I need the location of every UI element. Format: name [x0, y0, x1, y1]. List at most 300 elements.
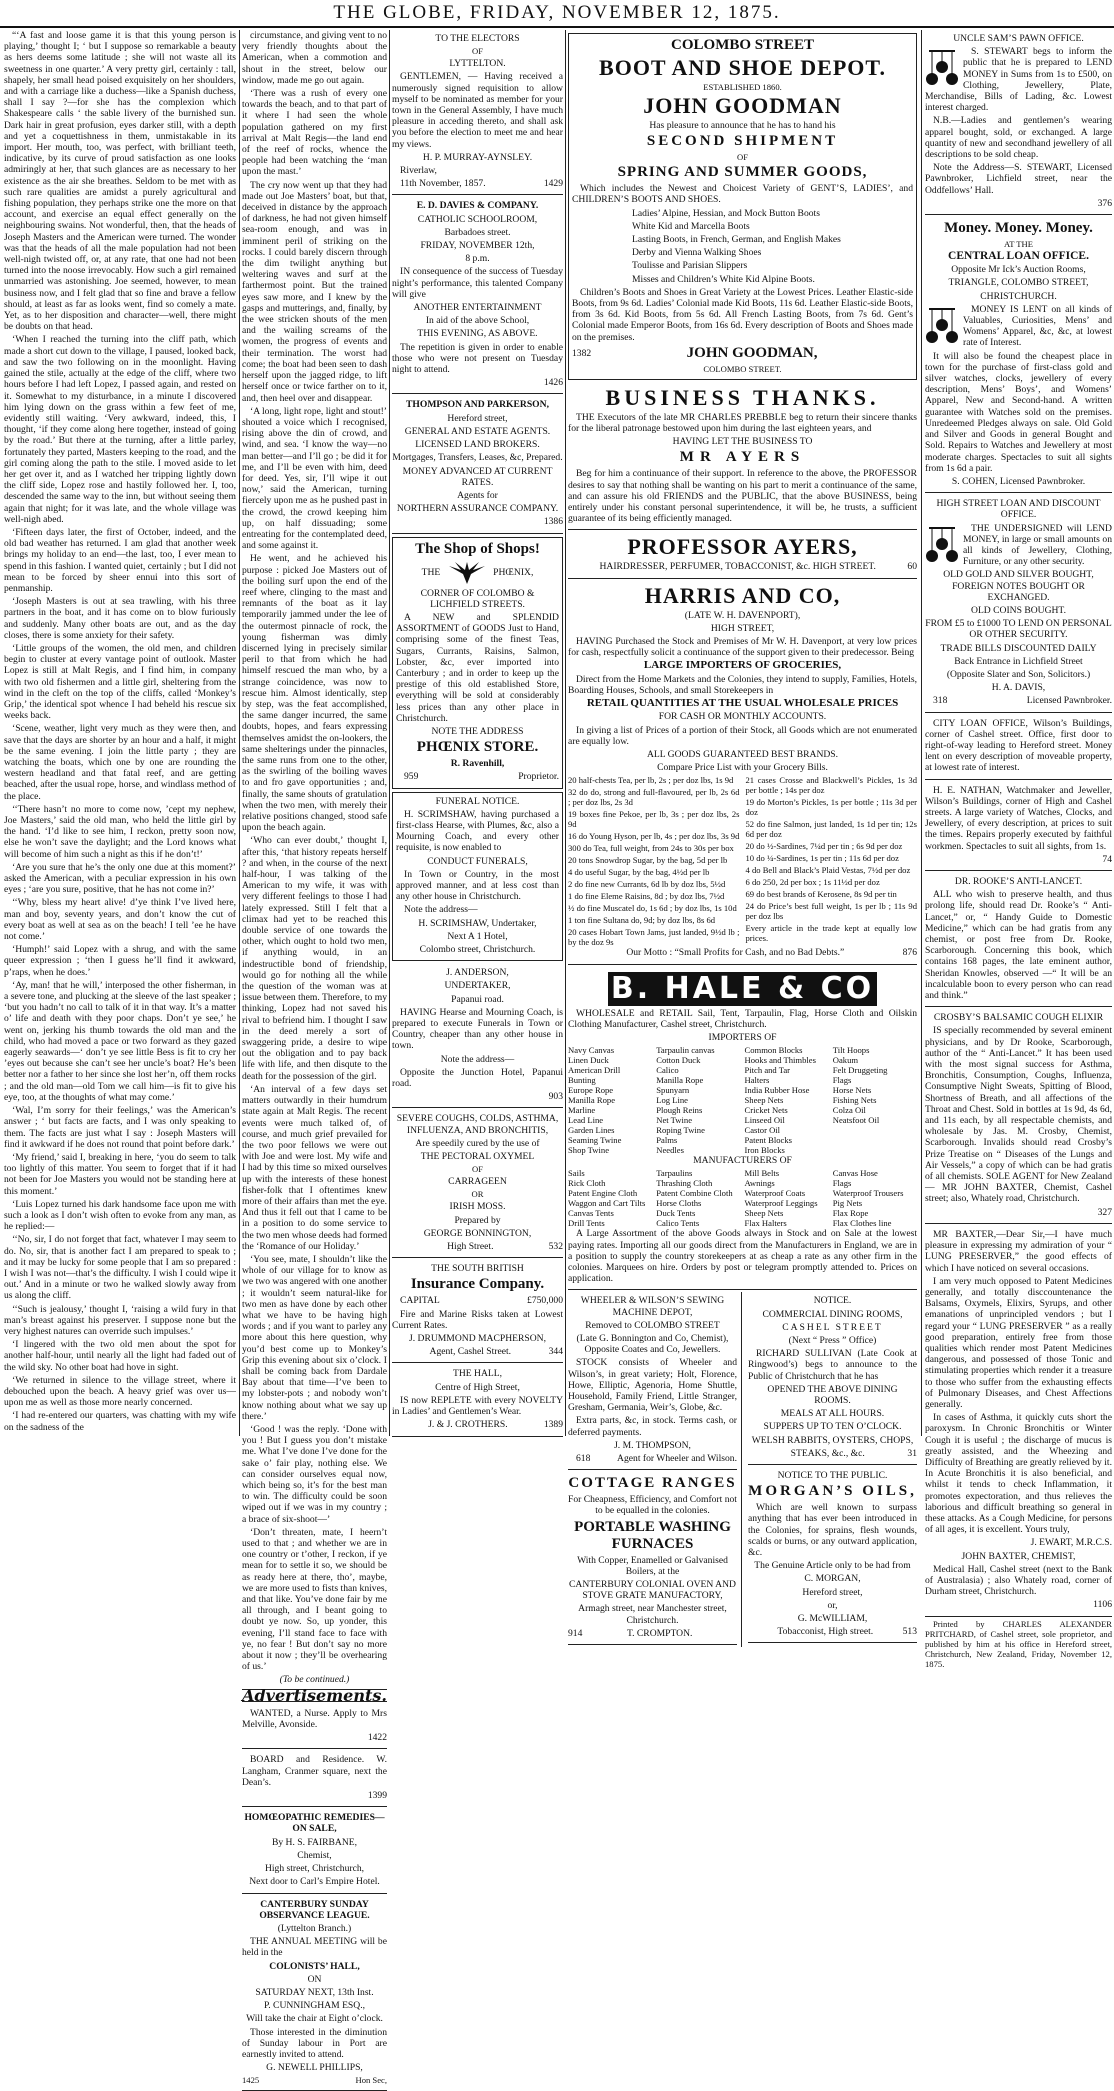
ad-line: MEALS AT ALL HOURS.	[748, 1408, 917, 1419]
uncle-sams-ad	[925, 30, 1112, 215]
ad-title: COTTAGE RANGES	[568, 1475, 737, 1492]
ad-body: BOARD and Residence. W. Langham, Cranmer square, next the Dean’s.	[242, 1754, 387, 1788]
ad-line: COMMERCIAL DINING ROOMS,	[748, 1309, 917, 1320]
dining-rooms-ad	[748, 1292, 917, 1465]
ad-line: High Street.	[447, 1241, 493, 1252]
ad-body: A Large Assortment of the above Goods always in Stock and on Sale at the lowest paying rates. Importing all our goods direct from the Manufacturers in England, we are in a position to supply the country storekeepers at as cheap a rate as any other firm in the colonies. Marquees on hire. Orders by post or telegram promptly attended to. Prices on application.	[568, 1228, 917, 1284]
ad-title: NOTICE TO THE PUBLIC.	[748, 1470, 917, 1481]
story-paragraph: ‘‘Why, bless my heart alive! d’ye think I’ve lived here, man and boy, seventy years, and don’t know the cut of every boat as well at sea as on the beach! I tell ’ee he have not come.’	[4, 897, 236, 942]
list-item: Sails	[568, 1168, 652, 1178]
manufacturers-list	[568, 1168, 917, 1228]
ad-line: CARRAGEEN	[392, 1176, 563, 1187]
ad-line: FOR CASH OR MONTHLY ACCOUNTS.	[568, 711, 917, 722]
list-item: Navy Canvas	[568, 1045, 652, 1055]
central-loan-ad	[925, 217, 1112, 493]
ad-line	[392, 178, 563, 189]
story-continued-column	[242, 30, 387, 1436]
ads-column-4	[568, 30, 917, 1436]
ad-line: With Copper, Enamelled or Galvanised Boilers, at the	[568, 1555, 737, 1577]
ad-title: HIGH STREET LOAN AND DISCOUNT OFFICE.	[925, 498, 1112, 520]
ad-title: WHEELER & WILSON’S SEWING MACHINE DEPOT,	[568, 1295, 737, 1317]
story-paragraph: ‘An interval of a few days set matters outwardly in their humdrum state again at Malt Regis. The recent events were much talked of, of course, and much grief prevailed for the two poor fellows we were out with Joe and were lost. My wife and I had by this time so mixed ourselves up with the interests of these honest fisher-folk that I oftentimes knew more of their affairs than met the eye. And thus it fell out that I came to be in a position to do some service to the two men whose deeds had formed the ‘Romance of our Holiday.’	[242, 1084, 387, 1252]
ad-line: Has pleasure to announce that he has to hand his	[572, 120, 913, 131]
list-item: 300 do Tea, full weight, from 24s to 30s per box	[568, 843, 740, 853]
ad-line: MANUFACTURERS OF	[568, 1155, 917, 1166]
list-item: India Rubber Hose	[745, 1085, 829, 1095]
ad-line: Our Motto : “Small Profits for Cash, and no Bad Debts.”	[626, 947, 844, 958]
list-item: 19 do Morton’s Pickles, 1s per bottle ; 11s 3d per doz	[746, 797, 918, 817]
insurance-ad	[392, 1260, 563, 1363]
business-thanks-ad	[568, 383, 917, 531]
ad-line: Tobacconist, High street.	[777, 1626, 873, 1637]
ad-line: GEORGE BONNINGTON,	[392, 1228, 563, 1239]
story-paragraph: ‘I lingered with the two old men about the spot for another half-hour, until nearly all the light had faded out of the wild sky. No other boat had hove in sight.	[4, 1339, 236, 1373]
ad-line: ESTABLISHED 1860.	[572, 82, 913, 92]
story-paragraph: ‘Don’t threaten, mate, I heern’t used to that ; and whether we are in one country or t’other, I reckon, if ye mean for to settle it so, we should be as ready here at there, tho’, maybe, we are more used to fists than knives, and that like. You’ve done fair by me all through, and I beant going to doubt ye now. So, up yonder, this evening, I’ll stand face to face with ye, no fear ! But don’t say no more about it now ; they’ll be overhearing of us.’	[242, 1527, 387, 1673]
ad-line: TO THE ELECTORS	[392, 33, 563, 44]
list-item: 19 boxes fine Pekoe, per lb, 3s ; per doz lbs, 2s 9d	[568, 809, 740, 829]
ad-line: CASHEL STREET	[748, 1322, 917, 1333]
ad-line: COLOMBO STREET.	[572, 364, 913, 374]
list-item: Canvas Tents	[568, 1208, 652, 1218]
ad-line: CATHOLIC SCHOOLROOM,	[392, 214, 563, 225]
list-item: Needles	[656, 1145, 740, 1155]
story-paragraph: ‘You see, mate, I shouldn’t like the whole of our village for to know as we two was angered with one another ; it wouldn’t seem natural-like for two men as have done by each other what we have to be having high words ; and if you want to parley any more about this here question, why you’d best come up to Monkey’s Grip this evening about six o’clock. I shall be coming back from Dardale Bay about that time—I’ve been to my lobster-pots ; and nobody won’t know nothing about what we say up there.’	[242, 1254, 387, 1422]
ad-body: A NEW and SPLENDID ASSORTMENT of GOODS Just to Hand, comprising some of the finest Teas, Sugars, Currants, Raisins, Salmon, Lobster, &c, ever imported into Canterbury ; and in order to keep up the prestige of this old established Store, everything will be sold at considerably less prices than any other place in Christchurch.	[396, 612, 559, 724]
masthead: THE GLOBE, FRIDAY, NOVEMBER 12, 1875.	[0, 0, 1114, 28]
ad-number: 1386	[392, 516, 563, 527]
pectoral-oxymel-ad	[392, 1110, 563, 1258]
column-rule	[389, 30, 390, 1436]
ad-line: H. A. DAVIS,	[925, 682, 1112, 693]
story-paragraph: ‘‘Such is jealousy,’ thought I, ‘raising a wild fury in that man’s breast against his preserver. I suppose none but the very highest natures can override such impulses.’	[4, 1304, 236, 1338]
ad-body: S. STEWART begs to inform the public that he is prepared to LEND MONEY in Sums from 1s to £500, on Clothing, Jewellery, Plate, Merchandise, Bills of Lading, &c. Lowest interest charged.	[925, 46, 1112, 113]
ad-body: MR BAXTER,—Dear Sir,—I have much pleasure in expressing my admiration of your “ LUNG PRESERVER,” the good effects of which I have noticed on several occasions.	[925, 1229, 1112, 1274]
ad-line: High street, Christchurch,	[242, 1863, 387, 1874]
ad-line: GENERAL AND ESTATE AGENTS.	[392, 426, 563, 437]
list-item: Castor Oil	[745, 1125, 829, 1135]
ad-line: ON	[242, 1974, 387, 1985]
ad-number: 1389	[544, 1419, 563, 1430]
bottom-right-ads	[748, 1292, 917, 1647]
anderson-ad	[392, 964, 563, 1108]
ad-line: THE PECTORAL OXYMEL	[392, 1151, 563, 1162]
list-item: Plough Reins	[656, 1105, 740, 1115]
ad-line: ALL GOODS GUARANTEED BEST BRANDS.	[568, 749, 917, 760]
ad-title: CANTERBURY SUNDAY OBSERVANCE LEAGUE.	[242, 1899, 387, 1921]
ad-line: NORTHERN ASSURANCE COMPANY.	[392, 503, 563, 514]
thompson-ad	[392, 396, 563, 533]
phoenix-shop-ad	[392, 537, 563, 789]
ad-line: OF	[572, 152, 913, 162]
list-item: 20 half-chests Tea, per lb, 2s ; per doz lbs, 1s 9d	[568, 775, 740, 785]
morgans-oils-ad	[748, 1467, 917, 1643]
list-item: Awnings	[745, 1178, 829, 1188]
ad-line: Compare Price List with your Grocery Bills.	[568, 762, 917, 773]
list-item: 69 do best brands of Kerosene, 8s 9d per tin	[746, 889, 918, 899]
ad-line: OPENED THE ABOVE DINING ROOMS.	[748, 1384, 917, 1406]
ad-line: COLONISTS’ HALL,	[242, 1961, 387, 1972]
list-item: Duck Tents	[656, 1208, 740, 1218]
ad-number: 318	[933, 695, 947, 706]
ad-number: 876	[903, 947, 917, 958]
list-item: Tarpaulins	[656, 1168, 740, 1178]
story-paragraph: ‘Who can ever doubt,’ thought I, after this, ‘that history repeats herself ? and when, in the course of the next half-hour, I was talking of the American to my wife, it was with very different feelings to those I had lately expressed. Still I felt that a climax had yet to be reached this double service of one towards the other, which ought to hold two men, if anything would, in an indestructible bond of friendship, would go for nothing all the while the question of the woman was at issue between them. Therefore, to my thinking, Lopez had not saved his rival to befriend him. I thought I saw in the deed merely a sort of swaggering pride, a desire to wipe out the obligation and to pay back life with life, and then disqute to the death for the possession of the girl.	[242, 835, 387, 1081]
story-paragraph: ‘‘No, sir, I do not forget that fact, whatever I may seem to do. No, sir, that is another fact I am prepared to speak to ; and it may be lucky for some people that I am so prepared : I wish I was not—that’s the difficulty. I wish I could wipe it out.’ And in a minute or two he walked slowly away from us along the cliff.	[4, 1234, 236, 1301]
ad-line: TRADE BILLS DISCOUNTED DAILY	[925, 643, 1112, 654]
list-item: Thrashing Cloth	[656, 1178, 740, 1188]
ad-line	[748, 1448, 917, 1459]
list-item: Derby and Vienna Walking Shoes	[632, 247, 913, 258]
ad-number: 532	[549, 1241, 563, 1252]
ad-role: Hon Sec,	[355, 2075, 387, 2085]
list-item: 20 tons Snowdrop Sugar, by the bag, 5d per lb	[568, 855, 740, 865]
list-item: ½ do fine Muscatel do, 1s 6d ; by doz lbs, 1s 10d	[568, 903, 740, 913]
ad-line: RETAIL QUANTITIES AT THE USUAL WHOLESALE PRICES	[568, 698, 917, 709]
ad-line	[396, 771, 559, 782]
ad-line: LARGE IMPORTERS OF GROCERIES,	[568, 660, 917, 671]
ad-line: Chemist,	[242, 1850, 387, 1861]
list-item: Bunting	[568, 1075, 652, 1085]
homeopathic-ad	[242, 1809, 387, 1893]
ad-line: or,	[748, 1600, 917, 1611]
ad-line: (Late G. Bonnington and Co, Chemist), Opposite Coates and Co, Jewellers.	[568, 1333, 737, 1355]
ad-body: GENTLEMEN, — Having received a numerously signed requisition to allow myself to be nominated as member for your town in the General Assembly, I have much pleasure in acceding thereto, and shall ask you before the election to meet me and hear my views.	[392, 71, 563, 149]
ad-line	[568, 947, 917, 958]
ad-number: 327	[925, 1207, 1112, 1218]
ad-number: 618	[576, 1453, 590, 1464]
ad-line: PORTABLE WASHING FURNACES	[568, 1519, 737, 1553]
ad-line: SATURDAY NEXT, 13th Inst.	[242, 1987, 387, 1998]
price-list	[568, 775, 917, 947]
ad-line: PHŒNIX STORE.	[396, 739, 559, 756]
sunday-league-ad	[242, 1896, 387, 2091]
ad-body: It will also be found the cheapest place in town for the purchase of first-class gold and silver watches, clocks, jewellery of every description, Mens’ Boys’, and Womens’ Apparel, New and Second-hand. A written guarantee with Watches sold on the premises. Unredeemed Pledges always on sale. Old Gold and Silver and Goods in general Bought and Sold. Repairs to Watches and Jewellery at most moderate charges. Spectacles to suit all sights from 1s 6d a pair.	[925, 351, 1112, 474]
ad-line: J. DRUMMOND MACPHERSON,	[392, 1333, 563, 1344]
ad-line: Agents for	[392, 490, 563, 501]
ad-body: H. SCRIMSHAW, having purchased a first-class Hearse, with Plumes, &c, also a Mourning Coach, and every other requisite, is now enabled to	[396, 809, 559, 854]
ad-title: COLOMBO STREET	[572, 37, 913, 54]
ad-line: Next door to Carl’s Empire Hotel.	[242, 1876, 387, 1887]
ad-line: J. EWART, M.R.C.S.	[925, 1537, 1112, 1548]
ad-title: BOOT AND SHOE DEPOT.	[572, 56, 913, 80]
list-item: Linseed Oil	[745, 1115, 829, 1125]
column-rule	[565, 30, 566, 1436]
list-item: Waggon and Cart Tilts	[568, 1198, 652, 1208]
story-paragraph: ‘‘There hasn’t no more to come now, ’cept my nephew, Joe Masters,’ said the old man, who held the little girl by the hand. ‘I’d like to see him, I reckon, pretty soon now, else he won’t save the daylight; and the Lord knows what will become of him such a night as this if he don’t!’	[4, 804, 236, 860]
story-paragraph: ‘Joseph Masters is out at sea trawling, with his three partners in the boat, and it has come on to blow furiously and suddenly. Many other boats are out, and as the day closes, there is some anxiety for their safety.	[4, 596, 236, 641]
ad-line	[392, 1241, 563, 1252]
rooke-ad	[925, 873, 1112, 1007]
ad-body: RICHARD SULLIVAN (Late Cook at Ringwood’s) begs to announce to the Public of Christchurch that he has	[748, 1348, 917, 1382]
pawnbroker-balls-icon	[925, 525, 959, 565]
list-item: 24 do Price’s best full weight, 1s per lb ; 11s 9d per doz lbs	[746, 901, 918, 921]
list-item: Fishing Nets	[833, 1095, 917, 1105]
ad-line: MR AYERS	[568, 449, 917, 466]
ad-number: 959	[404, 771, 418, 782]
list-item: 20 cases Hobart Town Jams, just landed, 9½d lb ; by the doz 9s	[568, 927, 740, 947]
list-item: Flax Halters	[745, 1218, 829, 1228]
ad-line	[568, 1628, 737, 1639]
ad-line: J. M. THOMPSON,	[568, 1440, 737, 1451]
list-item: Europe Rope	[568, 1085, 652, 1095]
list-item: Waterproof Coats	[745, 1188, 829, 1198]
story-paragraph: ‘Wal, I’m sorry for their feelings,’ was the American’s answer ; ‘ but facts are facts, and I was only speaking to them. The facts are just what I say : Joseph Masters will find it awkward if he does not round that point before dark.’	[4, 1105, 236, 1150]
ads-column-3	[392, 30, 563, 1436]
ad-line: Opposite the Junction Hotel, Papanui road.	[392, 1067, 563, 1089]
ad-line: R. Ravenhill,	[396, 758, 559, 769]
ad-number: 914	[568, 1628, 582, 1639]
ad-role: Proprietor.	[510, 771, 559, 782]
story-paragraph: He went, and he achieved his purpose : picked Joe Masters out of the boiling surf upon the end of the reef where, clinging to the mast and remnants of the boat as it lay temporarily jammed under the lee of the outermost pinnacle of rock, the young fisherman was dimly discerned lying in precisely similar peril to that from which he had himself rescued the man who, by a strange coincidence, was now to rescue him. Almost identically, step by step, was the feat accomplished, the same danger incurred, the same doubts, hopes, and fears expressing themselves amidst the on-lookers, the same shelterings under the pinnacles, the same runs from one to the other, as the swirling of the boiling waves to and fro gave opportunities ; and, finally, the same shouts of gratulation when the two men, with merely their relative positions changed, stood safe upon the beach again.	[242, 553, 387, 833]
ad-line: THE SOUTH BRITISH	[392, 1263, 563, 1274]
boot-list	[572, 208, 913, 285]
list-item: Patent Engine Cloth	[568, 1188, 652, 1198]
story-paragraph: ‘When I reached the turning into the cliff path, which made a short cut down to the village, I paused, looked back, and saw the two following on in the moonlight. Having gained the stile, actually at the edge of the cliff, where two hours before I had left Lopez, I passed again, and rested on it. Somewhat to my disturbance, in a minute I discovered him lying down on the grass within a few feet of me, evidently still waiting. ‘Very awkward, indeed, this, I thought, ‘if they come along here together, instead of going by the road.’ But there at the turning, after a little parley, fortunately they parted, Masters keeping to the road, and the girl coming along the path to the stile. I moved aside to let her get over it, and as I watched her tripping lightly down the cliff side, Lopez rose and hastily followed her. I, too, descended the same way to the inn, but without seeing them again that night; for it was late, and the whole village was well-nigh abed.	[4, 334, 236, 524]
list-item: 4 do useful Sugar, by the bag, 4½d per lb	[568, 867, 740, 877]
ad-title: HARRIS AND CO,	[568, 584, 917, 608]
ad-number: 60	[907, 561, 917, 572]
list-item: Tilt Hoops	[833, 1045, 917, 1055]
boot-shoe-depot-ad	[568, 33, 917, 380]
story-paragraph: ‘Little groups of the women, the old men, and children begin to cluster at every vantage point of outlook. Master Lopez is still at Malt Regis, and I find him, in company with two old fishermen and a little girl, sheltering from the wind in the cleft on the top of the cliffs, called ‘Monkey’s Grip,’ the identical spot whence I had beheld his rescue six weeks back.	[4, 643, 236, 721]
list-item: Seaming Twine	[568, 1135, 652, 1145]
ad-amount: £750,000	[519, 1295, 563, 1306]
ad-line: (Lyttelton Branch.)	[242, 1923, 387, 1934]
ad-title: SEVERE COUGHS, COLDS, ASTHMA, INFLUENZA, AND BRONCHITIS,	[392, 1113, 563, 1135]
ad-line: For Cheapness, Efficiency, and Comfort not to be equalled in the colonies.	[568, 1494, 737, 1516]
ad-line: OF	[392, 1164, 563, 1174]
list-item: Misses and Children’s White Kid Alpine Boots.	[632, 274, 913, 285]
ad-line: Note the address—	[396, 904, 559, 915]
ad-body: ALL who wish to preserve health, and thus prolong life, should read Dr. Rooke’s “ Anti-Lancet,” or, “ Handy Guide to Domestic Medicine,” which can be had gratis from any chemist, or post free from Dr. Rooke, Scarborough. Concerning this book, which contains 168 pages, the late eminent author, Sheridan Knowles, observed —“ It will be an incalculable boon to every person who can read and think.”	[925, 889, 1112, 1001]
bottom-ads-row	[568, 1292, 917, 1647]
ad-line: HAIRDRESSER, PERFUMER, TOBACCONIST, &c. HIGH STREET.	[599, 561, 875, 572]
ad-line: H. SCRIMSHAW, Undertaker,	[396, 918, 559, 929]
ad-line: Centre of High Street,	[392, 1382, 563, 1393]
list-item: 4 do Bell and Black’s Plaid Vestas, 7½d per doz	[746, 865, 918, 875]
story-column	[4, 30, 236, 1436]
ad-line: PHŒNIX,	[493, 567, 533, 578]
ad-line: MORGAN’S OILS,	[748, 1483, 917, 1500]
story-paragraph: ‘Scene, weather, light very much as they were then, and save that the days are shorter by an hour and a half, it might be the same evening. I join the little party ; they are watching the boats, which one by one are rounding the western headland and that fatal reef, and are getting beached, after the usual rope, horse, and windlass method of the place.	[4, 723, 236, 801]
ad-line: SPRING AND SUMMER GOODS,	[572, 164, 913, 181]
ad-line: Hereford street,	[748, 1587, 917, 1598]
list-item: Manilla Rope	[568, 1095, 652, 1105]
ad-number	[242, 2075, 387, 2085]
list-item: Patent Combine Cloth	[656, 1188, 740, 1198]
ad-line: Agent, Cashel Street.	[430, 1346, 512, 1357]
ad-body: Which are well known to surpass anything that has ever been introduced in the Colonies, for sprains, flesh wounds, scalds or burns, or any outward application, &c.	[748, 1502, 917, 1558]
story-paragraph: ‘Good ! was the reply. ‘Done with you ! But I guess you don’t mistake me. What I’ve done I’ve done for the sake o’ fair play, nothing else. We can consider ourselves equal now, which being so, it’s for the best man to win. The difficulty could be soon wiped out if we was in my country ; a brace of six-shoot—’	[242, 1424, 387, 1525]
list-item: Flags	[833, 1178, 917, 1188]
story-paragraph: ‘Humph!’ said Lopez with a shrug, and with the same queer expression ; ‘then I guess he’ll find it awkward, p’raps, when he does.’	[4, 944, 236, 978]
ad-number: 1399	[242, 1790, 387, 1801]
pawnbroker-balls-icon	[925, 48, 959, 88]
ad-number: 1429	[536, 178, 563, 189]
ad-line: J. & J. CROTHERS.	[428, 1419, 507, 1430]
ad-line: 8 p.m.	[392, 253, 563, 264]
story-paragraph: ‘There was a rush of every one towards the beach, and to that part of it where I had seen the whole population gathered on my first arrival at Malt Regis—the land end of the reef of rocks, whence the people had been watching the ‘man upon the mast.’	[242, 88, 387, 178]
ad-title: HOMŒOPATHIC REMEDIES—ON SALE,	[242, 1812, 387, 1834]
ad-line: TRIANGLE, COLOMBO STREET,	[925, 277, 1112, 288]
ad-line: WELSH RABBITS, OYSTERS, CHOPS,	[748, 1435, 917, 1446]
ad-body: In Town or Country, in the most approved manner, and at less cost than any other house in Christchurch.	[396, 869, 559, 903]
list-item: Sheep Nets	[745, 1208, 829, 1218]
ad-title: B. HALE & CO	[608, 972, 877, 1006]
ad-number: 1106	[925, 1599, 1112, 1610]
ad-body: In cases of Asthma, it quickly cuts short the paroxysm. In Chronic Bronchitis or Winter Cough it is useful ; the discharge of mucus is greatly assisted, and the Wheezing and Difficulty of Breathing are greatly relieved by it. In Acute Bronchitis it is also beneficial, and whilst it tends to check Inflammation, it promotes expectoration, and thus relieves the laborious and difficult breathing so general in these attacks. As a Cough Medicine, for persons of all ages, it is excellent. Yours truly,	[925, 1412, 1112, 1535]
story-paragraph: “‘A fast and loose game it is that this young person is playing,’ thought I; ‘ but I suppose so remarkable a beauty as hers deems some latitude ; she will not waste all its sweetness in one quarter.’ A very pretty girl, certainly : tall, shapely, her small head poised exquisitely on her shoulders, and with a carriage like a duchess—like a Spanish duchess, shall I say ?—for she has the complexion which Shakespeare calls ‘ the sable livery of the burnished sun. Dark hair in great profusion, eyes darker still, with a depth and yet a coquettishness in them, unmistakable in its import. Her mouth, too, was perfect, with brilliant teeth, indicative, by its curve of proud satisfaction as one looks admiringly at her, that such glances are as necessary to her existence as the air she breathes. Seldom to be met with as such rare qualities are amidst a purely agricultural and fishing population, they perhaps strike one the more on that account, and exercise an equal effect generally on the neighbouring swains. Not wonderful, then, that the heads of Joseph Masters and the American were turned. The wonder was that the heads of all the male population had not been well-nigh twisted off, or, at any rate, that one had not been turned into the noose irrevocably. How such a girl remained unmarried was astonishing. Joe seemed, however, to mean business now, and I felt glad that so fine and brave a fellow should, at least as far as looks went, find so comely a mate. Yet, as to her disposition and character—well, there might be doubts on that head.	[4, 30, 236, 332]
story-paragraph: ‘We returned in silence to the village street, where it debouched upon the beach. A heavy grief was over us—upon me as well as those more nearly concerned.	[4, 1375, 236, 1409]
ad-line: (Opposite Slater and Son, Solicitors.)	[925, 669, 1112, 680]
ad-number: 376	[925, 198, 1112, 209]
hale-ad	[568, 967, 917, 1291]
ad-body: HAVING Hearse and Mourning Coach, is prepared to execute Funerals in Town or Country, cheaper than any other house in town.	[392, 1007, 563, 1052]
list-item: Net Twine	[656, 1115, 740, 1125]
wheeler-wilson-ad	[568, 1292, 737, 1470]
ad-line: Barbadoes street.	[392, 227, 563, 238]
ad-body: Those interested in the diminution of Sunday labour in Port are earnestly invited to attend.	[242, 2027, 387, 2061]
ad-line: FRIDAY, NOVEMBER 12th,	[392, 240, 563, 251]
ad-body: THE Executors of the late MR CHARLES PREBBLE beg to return their sincere thanks for the liberal patronage bestowed upon him during the last eighteen years, and	[568, 412, 917, 434]
list-item: Roping Twine	[656, 1125, 740, 1135]
list-item: 52 do fine Salmon, just landed, 1s 1d per tin; 12s 6d per doz	[746, 819, 918, 839]
printer-imprint: Printed by CHARLES ALEXANDER PRITCHARD, of Cashel street, sole proprietor, and published by him at his office in Hereford street, Christchurch, New Zealand, Friday, November 12, 1875.	[925, 1619, 1112, 1669]
ad-line	[392, 1346, 563, 1357]
bottom-left-ads	[568, 1292, 742, 1647]
list-item: Ladies’ Alpine, Hessian, and Mock Button Boots	[632, 208, 913, 219]
story-paragraph: circumstance, and giving vent to no very friendly thoughts about the American, when a commotion and shout in the street, below our window, made me go out again.	[242, 30, 387, 86]
list-item: Rick Cloth	[568, 1178, 652, 1188]
list-item: Shop Twine	[568, 1145, 652, 1155]
ad-title: BUSINESS THANKS.	[568, 386, 917, 410]
ad-number: 1425	[242, 2075, 259, 2085]
ad-title: THOMPSON AND PARKERSON,	[392, 399, 563, 410]
ad-body: WHOLESALE and RETAIL Sail, Tent, Tarpaulin, Flag, Horse Cloth and Oilskin Clothing Manufacturer, Cashel street, Christchurch.	[568, 1008, 917, 1030]
ad-line: UNDERTAKER,	[392, 980, 563, 991]
ad-line	[748, 1626, 917, 1637]
list-item: Mill Belts	[745, 1168, 829, 1178]
column-rule	[921, 30, 922, 1436]
pawnbroker-balls-icon	[925, 306, 959, 346]
list-item: Marline	[568, 1105, 652, 1115]
ad-line: S. COHEN, Licensed Pawnbroker.	[925, 476, 1112, 487]
list-item: Pitch and Tar	[745, 1065, 829, 1075]
list-item: Spunyarn	[656, 1085, 740, 1095]
ad-line: Prepared by	[392, 1215, 563, 1226]
ads-column-5	[925, 30, 1112, 1436]
ad-line: Opposite Mr Ick’s Auction Rooms,	[925, 264, 1112, 275]
ad-line: Back Entrance in Lichfield Street	[925, 656, 1112, 667]
list-item: Felt Druggeting	[833, 1065, 917, 1075]
ad-body: IN consequence of the success of Tuesday night’s performance, this talented Company will give	[392, 266, 563, 300]
ad-title: The Shop of Shops!	[396, 541, 559, 558]
ad-line: ANOTHER ENTERTAINMENT	[392, 302, 563, 313]
ad-line: Will take the chair at Eight o’clock.	[242, 2013, 387, 2024]
ad-line: G. McWILLIAM,	[748, 1613, 917, 1624]
ad-line: IMPORTERS OF	[568, 1032, 917, 1043]
ad-line: OR	[392, 1189, 563, 1199]
ad-body: WANTED, a Nurse. Apply to Mrs Melville, Avonside.	[242, 1708, 387, 1730]
ad-body: The repetition is given in order to enable those who were not present on Tuesday night to attend.	[392, 342, 563, 376]
list-item: White Kid and Marcella Boots	[632, 221, 913, 232]
ad-line: JOHN BAXTER, CHEMIST,	[925, 1551, 1112, 1562]
ad-number: 31	[907, 1448, 917, 1459]
ad-line: Removed to COLOMBO STREET	[568, 1320, 737, 1331]
ad-line: THE	[422, 567, 441, 578]
cottage-ranges-ad	[568, 1472, 737, 1645]
ad-line: Hereford street,	[392, 413, 563, 424]
list-item: Garden Lines	[568, 1125, 652, 1135]
ad-title: CROSBY’S BALSAMIC COUGH ELIXIR	[925, 1012, 1112, 1023]
list-item: Horse Cloths	[656, 1198, 740, 1208]
story-paragraph: The cry now went up that they had made out Joe Masters’ boat, but that, deceived in distance by the approach of darkness, he had not given himself sea-room enough, and was in imminent peril of striking on the rocks. I could barely discern through the dim twilight anything but weltering waves and surf at the farthermost point. But the trained eyes saw more, and I knew by the gasps and mutterings, and, finally, by the wee stricken shouts of the men and the wailing screams of the women, the progress of events and their termination. The worst had come; the boat had been seen to dash herself upon the jagged ridge, to lift herself once or twice farther on to it, and, then heel over and disappear.	[242, 180, 387, 404]
electors-ad	[392, 30, 563, 195]
column-rule	[239, 30, 240, 1436]
ad-line: Next A 1 Hotel,	[396, 931, 559, 942]
ad-body: I am very much opposed to Patent Medicines generally, and totally disccountenance the Balsams, Oxymels, Elixirs, Syrups, and other emanations of unprincipled vendors ; but I regard your “ LUNG PRESERVER ” as a really good preparation, entirely free from those qualities which render most Patent Medicines dangerous, and possessed of those Tonic and stimulating properties which render it a treasure to those who suffer from the exhausting effects of Pulmonary Diseases, and Chest Affections generally.	[925, 1276, 1112, 1410]
ad-line	[392, 1419, 563, 1430]
ad-body: Note the Address—S. STEWART, Licensed Pawnbroker, Lichfield street, near the Oddfellows’ Hall.	[925, 162, 1112, 196]
ad-line: CANTERBURY COLONIAL OVEN AND STOVE GRATE MANUFACTORY,	[568, 1579, 737, 1601]
list-item: Colza Oil	[833, 1105, 917, 1115]
ad-line: OLD GOLD AND SILVER BOUGHT, FOREIGN NOTES BOUGHT OR EXCHANGED.	[925, 569, 1112, 603]
ad-line	[392, 1295, 563, 1306]
ad-line: AT THE	[925, 239, 1112, 249]
ad-line: MONEY ADVANCED AT CURRENT RATES.	[392, 466, 563, 488]
list-item: Horse Nets	[833, 1085, 917, 1095]
ad-line: LYTTELTON.	[392, 58, 563, 69]
ad-line: CAPITAL	[400, 1295, 440, 1306]
ad-title: UNCLE SAM’S PAWN OFFICE.	[925, 33, 1112, 44]
harris-ad	[568, 581, 917, 965]
ad-line: P. CUNNINGHAM ESQ.,	[242, 2000, 387, 2011]
ad-line: OLD COINS BOUGHT.	[925, 605, 1112, 616]
ad-body: MONEY IS LENT on all kinds of Valuables, Curiosities, Mens’ and Womens’ Apparel, &c, &c, at lowest rate of Interest.	[925, 304, 1112, 349]
ad-body: Direct from the Home Markets and the Colonies, they intend to supply, Families, Hotels, Boarding Houses, Schools, and small Storekeepers in	[568, 674, 917, 696]
ad-body: N.B.—Ladies and gentlemen’s wearing apparel bought, sold, or exchanged. A large quantity of new and secondhand jewellery of all descriptions to be sold cheap.	[925, 115, 1112, 160]
ad-line: HIGH STREET,	[568, 623, 917, 634]
list-item: Drill Tents	[568, 1218, 652, 1228]
ad-title: FUNERAL NOTICE.	[396, 796, 559, 807]
list-item: Toulisse and Parisian Slippers	[632, 260, 913, 271]
ad-number: 74	[925, 854, 1112, 865]
ad-line: IRISH MOSS.	[392, 1201, 563, 1212]
ad-body: Medical Hall, Cashel street (next to the Bank of Australasia) ; also Whately road, corner of Durham street, Christchurch.	[925, 1564, 1112, 1598]
ad-line	[396, 560, 559, 586]
ad-line: Agent for Wheeler and Wilson.	[609, 1453, 737, 1464]
list-item: American Drill	[568, 1065, 652, 1075]
ad-title: THE HALL,	[392, 1368, 563, 1379]
ad-body: H. E. NATHAN, Watchmaker and Jeweller, Wilson’s Buildings, corner of High and Cashel streets. A large variety of Watches, Clocks, and Jewellery, of every description, at prices to suit the times. Repairs properly executed by faithful workmen. Spectacles to suit all sights, from 1s.	[925, 785, 1112, 852]
list-item: Flags	[833, 1075, 917, 1085]
list-item: Linen Duck	[568, 1055, 652, 1065]
advertisements-heading: Advertisements.	[242, 1689, 387, 1702]
ad-title: NOTICE.	[748, 1295, 917, 1306]
ad-line: CONDUCT FUNERALS,	[396, 856, 559, 867]
ad-line: CORNER OF COLOMBO & LICHFIELD STREETS.	[396, 588, 559, 610]
ad-title: E. D. DAVIES & COMPANY.	[392, 200, 563, 211]
list-item: Patent Blocks	[745, 1135, 829, 1145]
list-item: Iron Blocks	[745, 1145, 829, 1155]
story-paragraph: ‘Are you sure that he’s the only one due at this moment?’ asked the American, with a peculiar expression in his own eyes ; ‘are you sure, positive, that he has not come in?’	[4, 862, 236, 896]
list-item: Tarpaulin canvas	[656, 1045, 740, 1055]
list-item: 1 do fine Eleme Raisins, 8d ; by doz lbs, 7½d	[568, 891, 740, 901]
ad-body: HAVING Purchased the Stock and Premises of Mr W. H. Davenport, at very low prices for cash, respectfully solicit a continuance of the support given to their predecessor. Being	[568, 636, 917, 658]
list-item: Calico Tents	[656, 1218, 740, 1228]
high-street-loan-ad	[925, 495, 1112, 712]
